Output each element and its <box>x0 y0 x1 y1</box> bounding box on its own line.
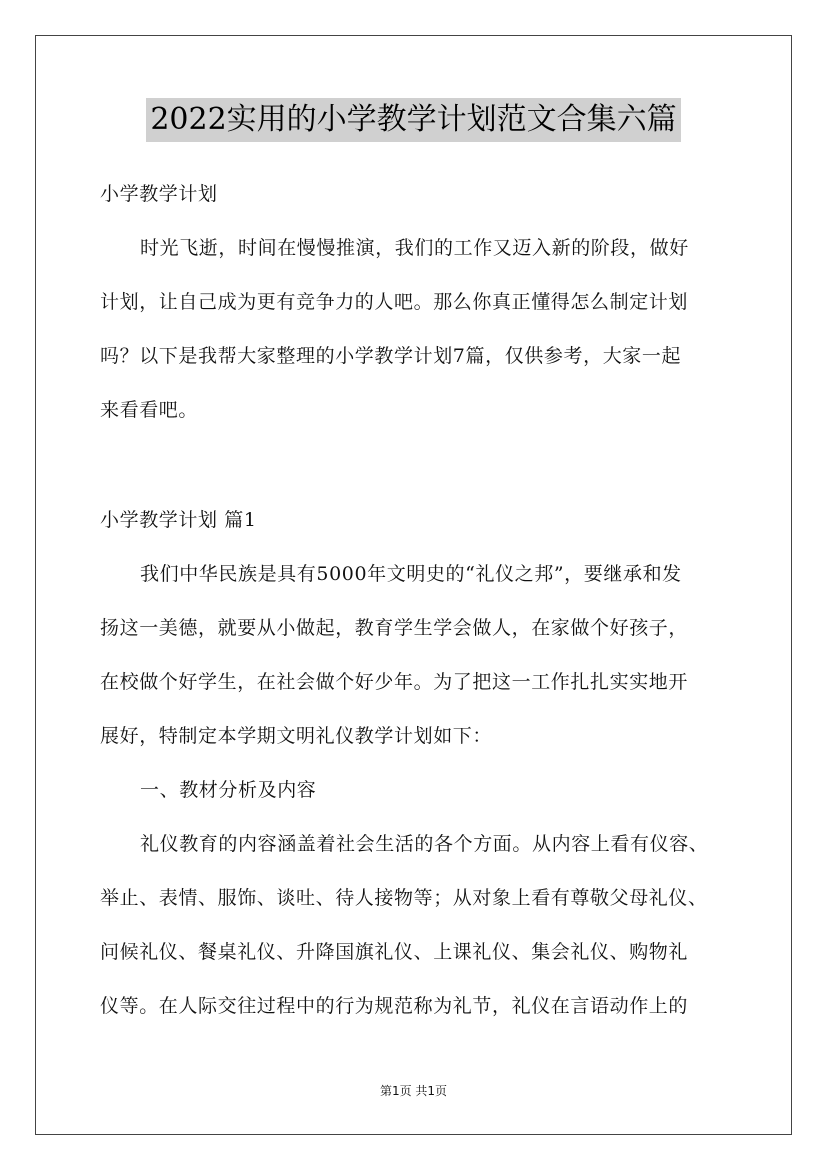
paragraph-line: 吗？以下是我帮大家整理的小学教学计划7篇，仅供参考，大家一起 <box>100 345 682 367</box>
paragraph-line: 举止、表情、服饰、谈吐、待人接物等；从对象上看有尊敬父母礼仪、 <box>100 887 708 909</box>
paragraph-line: 来看看吧。 <box>100 399 199 421</box>
section-heading: 小学教学计划 <box>100 183 218 205</box>
document-title: 2022实用的小学教学计划范文合集六篇 <box>146 98 680 142</box>
page-number-footer: 第1页 共1页 <box>379 1084 448 1098</box>
paragraph-line: 展好，特制定本学期文明礼仪教学计划如下： <box>100 725 493 747</box>
section-heading: 小学教学计划 篇1 <box>100 509 257 531</box>
subsection-heading: 一、教材分析及内容 <box>140 779 317 801</box>
paragraph-line: 礼仪教育的内容涵盖着社会生活的各个方面。从内容上看有仪容、 <box>140 833 709 855</box>
title-container <box>0 98 827 142</box>
paragraph-line: 时光飞逝，时间在慢慢推演，我们的工作又迈入新的阶段，做好 <box>140 237 689 259</box>
paragraph-line: 仪等。在人际交往过程中的行为规范称为礼节，礼仪在言语动作上的 <box>100 995 689 1017</box>
paragraph-line: 扬这一美德，就要从小做起，教育学生学会做人，在家做个好孩子， <box>100 617 689 639</box>
paragraph-line: 我们中华民族是具有5000年文明史的“礼仪之邦”，要继承和发 <box>140 563 682 585</box>
paragraph-line: 计划，让自己成为更有竞争力的人吧。那么你真正懂得怎么制定计划 <box>100 291 689 313</box>
paragraph-line: 问候礼仪、餐桌礼仪、升降国旗礼仪、上课礼仪、集会礼仪、购物礼 <box>100 941 689 963</box>
paragraph-line: 在校做个好学生，在社会做个好少年。为了把这一工作扎扎实实地开 <box>100 671 689 693</box>
